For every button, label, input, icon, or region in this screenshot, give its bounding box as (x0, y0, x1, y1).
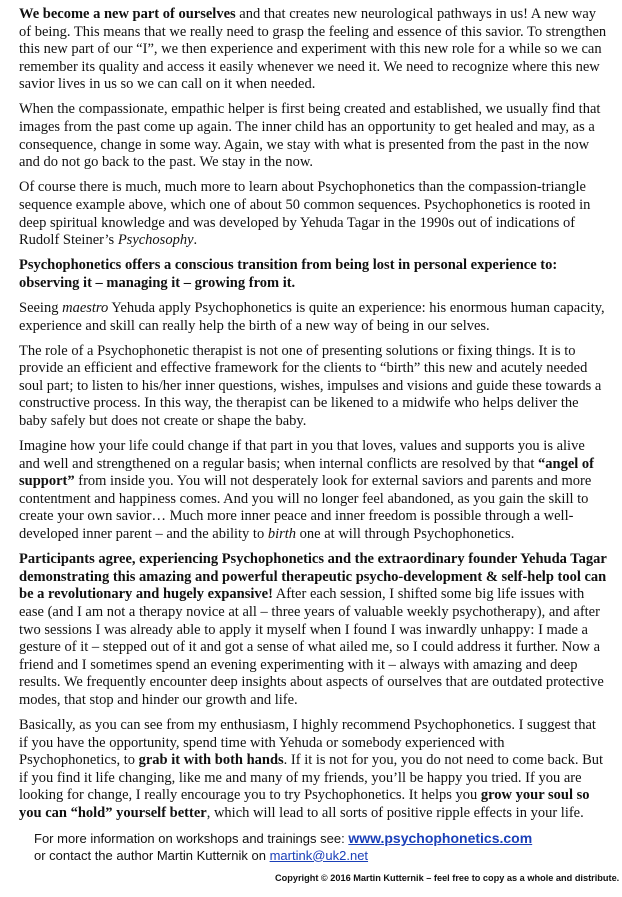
maestro-word: maestro (62, 299, 109, 316)
birth-word: birth (267, 526, 297, 543)
contact-prefix: or contact the author Martin Kutternik on (34, 847, 270, 863)
paragraph-text: one at will through Psychophonetics. (296, 526, 515, 543)
email-link[interactable]: martink@uk2.net (269, 847, 369, 863)
paragraph-imagine (19, 438, 607, 544)
paragraph-text: Imagine how your life could change if that part in you that loves, values and supports you is alive and well and strengthened on a regular basis; when internal conflicts are resolved by that (19, 438, 585, 472)
grab-with-both-hands: grab it with both hands (138, 752, 284, 769)
paragraph-participants (19, 551, 607, 709)
paragraph-compassionate-helper: When the compassionate, empathic helper is first being created and established, we usually find that images from the past come up again. The inner child has an opportunity to get healed and may, as a consequence, change in some way. Again, we stay with what is presented from the past in the now and do not go back to the past. We stay in the now. (19, 101, 601, 171)
paragraph-text: After each session, I shifted some big life issues with ease (and I am not a therapy novice at all – three years of valuable weekly psychotherapy), and after two sessions I was already able to apply it myself when I found I was inwardly unhappy: I made a gesture of it – stepped out of it and got a sense of what ailed me, so I could address it further. Now a friend and I sometimes spend an evening experimenting with it – always with amazing and deep results. We frequently encounter deep insights about aspects of ourselves that are outdated protective modes, that stop and hinder our growth and life. (19, 586, 604, 708)
paragraph-text: Of course there is much, much more to learn about Psychophonetics than the compassion-triangle sequence example above, which one of about 50 common sequences. Psychophonetics is rooted in deep spiritual knowledge and was developed by Yehuda Tagar in the 1990s out of indications of Rudolf Steiner’s (19, 179, 591, 249)
grow-your-soul: grow your soul so you can “hold” yourself better (19, 787, 590, 821)
paragraph-conscious-transition: Psychophonetics offers a conscious transition from being lost in personal experience to: observing it – managing it – growing from it. (19, 257, 558, 291)
paragraph-text: . If it is not for you, you do not need to come back. But if you find it life changing, like me and many of my friends, you’ll be happy you tried. If you are looking for change, I really encourage you to try Psychophonetics. It helps you (19, 752, 604, 804)
copyright-notice: Copyright © 2016 Martin Kutternik – feel free to copy as a whole and distribute. (275, 873, 620, 883)
paragraph-text: . (193, 232, 198, 249)
psychosophy-title: Psychosophy (117, 232, 194, 249)
lead-phrase: We become a new part of ourselves (19, 6, 236, 22)
paragraph-recommendation (19, 717, 607, 823)
paragraph-text: Basically, as you can see from my enthusiasm, I highly recommend Psychophonetics. I suggest that if you have the opportunity, spend time with Yehuda or somebody experienced with Psychophonetics, to (19, 716, 596, 769)
paragraph-maestro (19, 300, 607, 335)
paragraph-text: from inside you. You will not desperately look for external saviors and parents and more contentment and happiness comes. And you will no longer feel abandoned, as you gain the skill to create your own savior… Much more inner peace and inner freedom is possible through a well-developed inner parent – and the ability to (19, 473, 592, 543)
participants-lead: Participants agree, experiencing Psychophonetics and the extraordinary founder Yehuda Tagar demonstrating this amazing and powerful therapeutic psycho-development & self-help tool can be a revolutionary and hugely expansive! (19, 551, 607, 603)
article-body (19, 6, 607, 830)
info-line (34, 830, 614, 848)
paragraph-text: Yehuda apply Psychophonetics is quite an experience: his enormous human capacity, experience and skill can really help the birth of a new way of being in our selves. (19, 299, 605, 334)
paragraph-more-to-learn (19, 179, 607, 249)
angel-of-support: “angel of support” (19, 455, 594, 490)
info-prefix: For more information on workshops and trainings see: (34, 831, 349, 846)
paragraph-text: Seeing (19, 299, 63, 316)
paragraph-therapist-role: The role of a Psychophonetic therapist is not one of presenting solutions or fixing things. It is to provide an efficient and effective framework for the clients to “birth” this new and acutely needed soul part; to listen to his/her inner questions, wishes, impulses and visions and guide these towards a constructive process. In this way, the therapist can be likened to a midwife who helps deliver the baby safely but does not create or shape the baby. (19, 342, 602, 429)
paragraph-new-part (19, 6, 607, 94)
contact-line (34, 848, 614, 865)
paragraph-text: and that creates new neurological pathways in us! A new way of being. This means that we really need to grasp the feeling and essence of this savior. To strengthen this new part of our “I”, we then experience and experiment with this new role for a while so we can remember its quality and access it easily whenever we need it. We need to recognize where this new savior lives in us so we can call on it when needed. (19, 6, 607, 93)
website-link[interactable]: www.psychophonetics.com (348, 830, 533, 846)
paragraph-text: , which will lead to all sorts of positive ripple effects in your life. (206, 804, 584, 821)
footer (34, 830, 620, 883)
